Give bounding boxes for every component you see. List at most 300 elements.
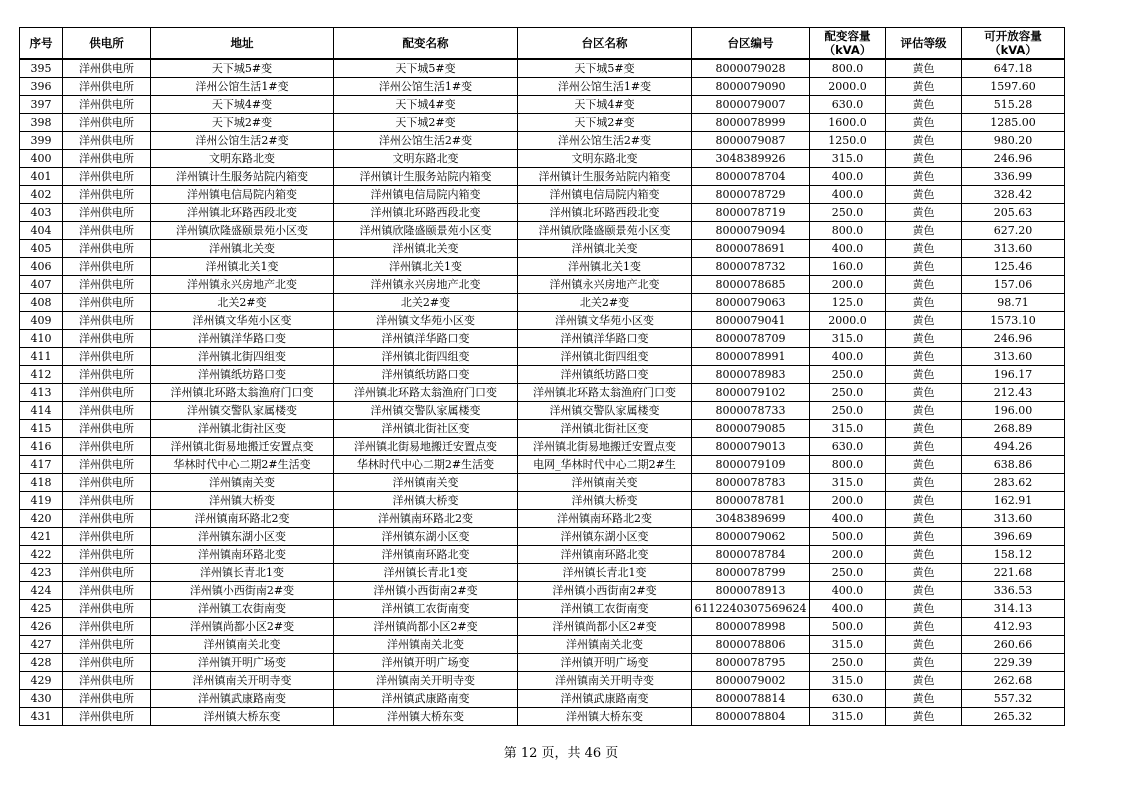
cell-area: 洋州镇南关开明寺变 <box>518 672 692 690</box>
cell-capacity: 315.0 <box>810 672 886 690</box>
cell-area-id: 8000079087 <box>692 132 810 150</box>
table-row <box>20 456 1065 474</box>
cell-open-capacity: 314.13 <box>962 600 1065 618</box>
cell-capacity: 315.0 <box>810 150 886 168</box>
cell-office: 洋州供电所 <box>63 420 151 438</box>
cell-transformer: 洋州镇长青北1变 <box>334 564 518 582</box>
cell-area: 洋州镇洋华路口变 <box>518 330 692 348</box>
capacity-table <box>19 27 1065 726</box>
cell-grade: 黄色 <box>886 636 962 654</box>
cell-seq: 408 <box>20 294 63 312</box>
cell-capacity: 200.0 <box>810 276 886 294</box>
cell-seq: 431 <box>20 708 63 726</box>
cell-seq: 397 <box>20 96 63 114</box>
cell-area: 洋州镇长青北1变 <box>518 564 692 582</box>
cell-area-id: 8000078795 <box>692 654 810 672</box>
cell-area: 洋州镇南关变 <box>518 474 692 492</box>
cell-capacity: 500.0 <box>810 528 886 546</box>
cell-area: 洋州镇南环路北变 <box>518 546 692 564</box>
cell-seq: 395 <box>20 59 63 78</box>
cell-grade: 黄色 <box>886 222 962 240</box>
cell-seq: 427 <box>20 636 63 654</box>
cell-transformer: 洋州镇洋华路口变 <box>334 330 518 348</box>
cell-open-capacity: 515.28 <box>962 96 1065 114</box>
cell-area-id: 8000079090 <box>692 78 810 96</box>
cell-office: 洋州供电所 <box>63 204 151 222</box>
cell-transformer: 洋州镇欣隆盛颐景苑小区变 <box>334 222 518 240</box>
cell-transformer: 洋州镇南环路北2变 <box>334 510 518 528</box>
cell-seq: 413 <box>20 384 63 402</box>
cell-open-capacity: 268.89 <box>962 420 1065 438</box>
cell-grade: 黄色 <box>886 186 962 204</box>
table-row <box>20 384 1065 402</box>
header-transformer: 配变名称 <box>334 28 518 60</box>
cell-area: 洋州镇北环路太翁渔府门口变 <box>518 384 692 402</box>
cell-address: 洋州镇南环路北2变 <box>151 510 334 528</box>
cell-address: 洋州镇交警队家属楼变 <box>151 402 334 420</box>
cell-area-id: 3048389699 <box>692 510 810 528</box>
cell-area: 洋州镇南关北变 <box>518 636 692 654</box>
cell-transformer: 洋州镇电信局院内箱变 <box>334 186 518 204</box>
cell-seq: 407 <box>20 276 63 294</box>
cell-grade: 黄色 <box>886 672 962 690</box>
cell-open-capacity: 313.60 <box>962 510 1065 528</box>
table-row <box>20 204 1065 222</box>
cell-area-id: 8000078804 <box>692 708 810 726</box>
cell-transformer: 洋州镇东湖小区变 <box>334 528 518 546</box>
cell-capacity: 1250.0 <box>810 132 886 150</box>
cell-address: 洋州镇开明广场变 <box>151 654 334 672</box>
cell-seq: 411 <box>20 348 63 366</box>
table-row <box>20 618 1065 636</box>
cell-area-id: 3048389926 <box>692 150 810 168</box>
cell-area-id: 8000079094 <box>692 222 810 240</box>
cell-transformer: 洋州镇开明广场变 <box>334 654 518 672</box>
cell-grade: 黄色 <box>886 690 962 708</box>
table-row <box>20 654 1065 672</box>
cell-area: 洋州镇北街四组变 <box>518 348 692 366</box>
cell-capacity: 800.0 <box>810 456 886 474</box>
table-row <box>20 59 1065 78</box>
cell-transformer: 洋州镇交警队家属楼变 <box>334 402 518 420</box>
cell-area: 洋州镇北街社区变 <box>518 420 692 438</box>
cell-grade: 黄色 <box>886 654 962 672</box>
cell-grade: 黄色 <box>886 312 962 330</box>
cell-seq: 429 <box>20 672 63 690</box>
table-row <box>20 348 1065 366</box>
table-row <box>20 708 1065 726</box>
cell-area-id: 8000078814 <box>692 690 810 708</box>
cell-area: 洋州镇南环路北2变 <box>518 510 692 528</box>
header-grade: 评估等级 <box>886 28 962 60</box>
cell-area: 文明东路北变 <box>518 150 692 168</box>
cell-office: 洋州供电所 <box>63 600 151 618</box>
table-row <box>20 150 1065 168</box>
cell-grade: 黄色 <box>886 240 962 258</box>
cell-capacity: 400.0 <box>810 582 886 600</box>
cell-area: 天下城4#变 <box>518 96 692 114</box>
cell-grade: 黄色 <box>886 168 962 186</box>
cell-address: 洋州镇小西街南2#变 <box>151 582 334 600</box>
cell-area: 天下城2#变 <box>518 114 692 132</box>
header-area: 台区名称 <box>518 28 692 60</box>
cell-office: 洋州供电所 <box>63 618 151 636</box>
cell-office: 洋州供电所 <box>63 330 151 348</box>
cell-seq: 428 <box>20 654 63 672</box>
cell-open-capacity: 229.39 <box>962 654 1065 672</box>
cell-open-capacity: 647.18 <box>962 59 1065 78</box>
table-row <box>20 366 1065 384</box>
table-row <box>20 528 1065 546</box>
table-row <box>20 402 1065 420</box>
cell-capacity: 800.0 <box>810 222 886 240</box>
cell-office: 洋州供电所 <box>63 348 151 366</box>
cell-grade: 黄色 <box>886 456 962 474</box>
cell-grade: 黄色 <box>886 564 962 582</box>
cell-address: 文明东路北变 <box>151 150 334 168</box>
cell-address: 洋州镇计生服务站院内箱变 <box>151 168 334 186</box>
cell-area-id: 8000078783 <box>692 474 810 492</box>
cell-address: 天下城4#变 <box>151 96 334 114</box>
cell-seq: 398 <box>20 114 63 132</box>
cell-area: 洋州镇永兴房地产北变 <box>518 276 692 294</box>
cell-open-capacity: 1597.60 <box>962 78 1065 96</box>
cell-area-id: 8000078719 <box>692 204 810 222</box>
cell-capacity: 630.0 <box>810 96 886 114</box>
cell-capacity: 2000.0 <box>810 78 886 96</box>
cell-area: 洋州镇北环路西段北变 <box>518 204 692 222</box>
table-row <box>20 330 1065 348</box>
table-row <box>20 222 1065 240</box>
cell-capacity: 400.0 <box>810 510 886 528</box>
table-row <box>20 690 1065 708</box>
cell-capacity: 400.0 <box>810 600 886 618</box>
cell-address: 天下城5#变 <box>151 59 334 78</box>
cell-address: 洋州镇大桥东变 <box>151 708 334 726</box>
header-open-line1: 可开放容量 <box>984 29 1042 43</box>
cell-area-id: 8000078709 <box>692 330 810 348</box>
table-row <box>20 474 1065 492</box>
table-row <box>20 438 1065 456</box>
table-row <box>20 564 1065 582</box>
table-row <box>20 114 1065 132</box>
cell-address: 洋州镇南环路北变 <box>151 546 334 564</box>
cell-area-id: 8000078913 <box>692 582 810 600</box>
cell-capacity: 315.0 <box>810 708 886 726</box>
cell-seq: 418 <box>20 474 63 492</box>
cell-grade: 黄色 <box>886 59 962 78</box>
cell-address: 洋州镇武康路南变 <box>151 690 334 708</box>
cell-open-capacity: 313.60 <box>962 240 1065 258</box>
cell-capacity: 500.0 <box>810 618 886 636</box>
cell-transformer: 北关2#变 <box>334 294 518 312</box>
cell-area-id: 8000079041 <box>692 312 810 330</box>
cell-capacity: 400.0 <box>810 348 886 366</box>
cell-seq: 424 <box>20 582 63 600</box>
cell-address: 洋州镇北关1变 <box>151 258 334 276</box>
table-header-row <box>20 28 1065 60</box>
table-row <box>20 186 1065 204</box>
table-row <box>20 312 1065 330</box>
cell-transformer: 洋州镇北街四组变 <box>334 348 518 366</box>
cell-grade: 黄色 <box>886 150 962 168</box>
cell-seq: 406 <box>20 258 63 276</box>
header-address: 地址 <box>151 28 334 60</box>
cell-open-capacity: 260.66 <box>962 636 1065 654</box>
cell-capacity: 1600.0 <box>810 114 886 132</box>
cell-seq: 403 <box>20 204 63 222</box>
header-capacity <box>810 28 886 60</box>
cell-grade: 黄色 <box>886 258 962 276</box>
cell-office: 洋州供电所 <box>63 150 151 168</box>
cell-open-capacity: 162.91 <box>962 492 1065 510</box>
cell-area: 洋州镇尚都小区2#变 <box>518 618 692 636</box>
cell-area-id: 8000078781 <box>692 492 810 510</box>
cell-open-capacity: 98.71 <box>962 294 1065 312</box>
cell-open-capacity: 221.68 <box>962 564 1065 582</box>
cell-capacity: 630.0 <box>810 690 886 708</box>
cell-transformer: 洋州镇北环路太翁渔府门口变 <box>334 384 518 402</box>
cell-open-capacity: 262.68 <box>962 672 1065 690</box>
cell-capacity: 2000.0 <box>810 312 886 330</box>
cell-address: 洋州镇文华苑小区变 <box>151 312 334 330</box>
table-row <box>20 510 1065 528</box>
cell-grade: 黄色 <box>886 348 962 366</box>
cell-office: 洋州供电所 <box>63 528 151 546</box>
cell-capacity: 250.0 <box>810 366 886 384</box>
cell-area: 洋州镇北关变 <box>518 240 692 258</box>
cell-capacity: 250.0 <box>810 204 886 222</box>
cell-seq: 399 <box>20 132 63 150</box>
cell-office: 洋州供电所 <box>63 240 151 258</box>
table-row <box>20 582 1065 600</box>
cell-grade: 黄色 <box>886 204 962 222</box>
cell-area-id: 8000079028 <box>692 59 810 78</box>
cell-grade: 黄色 <box>886 420 962 438</box>
cell-office: 洋州供电所 <box>63 132 151 150</box>
cell-area: 洋州镇文华苑小区变 <box>518 312 692 330</box>
cell-open-capacity: 1285.00 <box>962 114 1065 132</box>
cell-area-id: 8000078704 <box>692 168 810 186</box>
header-open-capacity <box>962 28 1065 60</box>
cell-address: 华林时代中心二期2#生活变 <box>151 456 334 474</box>
cell-address: 洋州镇永兴房地产北变 <box>151 276 334 294</box>
cell-open-capacity: 627.20 <box>962 222 1065 240</box>
table-row <box>20 492 1065 510</box>
cell-seq: 420 <box>20 510 63 528</box>
cell-office: 洋州供电所 <box>63 456 151 474</box>
cell-seq: 415 <box>20 420 63 438</box>
cell-office: 洋州供电所 <box>63 168 151 186</box>
cell-open-capacity: 212.43 <box>962 384 1065 402</box>
cell-area: 洋州镇工农街南变 <box>518 600 692 618</box>
cell-office: 洋州供电所 <box>63 474 151 492</box>
cell-grade: 黄色 <box>886 708 962 726</box>
cell-open-capacity: 980.20 <box>962 132 1065 150</box>
cell-grade: 黄色 <box>886 528 962 546</box>
cell-address: 北关2#变 <box>151 294 334 312</box>
cell-office: 洋州供电所 <box>63 59 151 78</box>
cell-transformer: 洋州公馆生活1#变 <box>334 78 518 96</box>
cell-office: 洋州供电所 <box>63 78 151 96</box>
cell-area-id: 8000079007 <box>692 96 810 114</box>
header-area-id: 台区编号 <box>692 28 810 60</box>
cell-transformer: 天下城5#变 <box>334 59 518 78</box>
cell-open-capacity: 283.62 <box>962 474 1065 492</box>
header-office: 供电所 <box>63 28 151 60</box>
cell-grade: 黄色 <box>886 474 962 492</box>
cell-area-id: 8000079063 <box>692 294 810 312</box>
cell-office: 洋州供电所 <box>63 222 151 240</box>
cell-seq: 430 <box>20 690 63 708</box>
table-row <box>20 600 1065 618</box>
cell-area-id: 8000079109 <box>692 456 810 474</box>
cell-open-capacity: 313.60 <box>962 348 1065 366</box>
cell-address: 洋州镇东湖小区变 <box>151 528 334 546</box>
cell-office: 洋州供电所 <box>63 258 151 276</box>
cell-office: 洋州供电所 <box>63 492 151 510</box>
cell-seq: 421 <box>20 528 63 546</box>
cell-address: 洋州镇北关变 <box>151 240 334 258</box>
table-row <box>20 420 1065 438</box>
cell-transformer: 洋州镇北街易地搬迁安置点变 <box>334 438 518 456</box>
cell-grade: 黄色 <box>886 618 962 636</box>
cell-address: 洋州镇工农街南变 <box>151 600 334 618</box>
header-capacity-line2: （kVA） <box>823 43 872 57</box>
cell-area-id: 8000078732 <box>692 258 810 276</box>
cell-transformer: 洋州镇武康路南变 <box>334 690 518 708</box>
cell-grade: 黄色 <box>886 402 962 420</box>
cell-seq: 417 <box>20 456 63 474</box>
cell-address: 天下城2#变 <box>151 114 334 132</box>
cell-grade: 黄色 <box>886 600 962 618</box>
cell-address: 洋州镇南关变 <box>151 474 334 492</box>
cell-open-capacity: 157.06 <box>962 276 1065 294</box>
cell-capacity: 400.0 <box>810 240 886 258</box>
cell-office: 洋州供电所 <box>63 546 151 564</box>
cell-transformer: 洋州镇南环路北变 <box>334 546 518 564</box>
cell-seq: 400 <box>20 150 63 168</box>
cell-area: 洋州镇开明广场变 <box>518 654 692 672</box>
cell-open-capacity: 158.12 <box>962 546 1065 564</box>
table-row <box>20 672 1065 690</box>
cell-area-id: 8000078784 <box>692 546 810 564</box>
table-row <box>20 240 1065 258</box>
cell-open-capacity: 494.26 <box>962 438 1065 456</box>
cell-transformer: 洋州镇大桥东变 <box>334 708 518 726</box>
cell-transformer: 洋州镇工农街南变 <box>334 600 518 618</box>
cell-area-id: 8000079062 <box>692 528 810 546</box>
cell-area: 洋州镇北街易地搬迁安置点变 <box>518 438 692 456</box>
cell-grade: 黄色 <box>886 294 962 312</box>
cell-office: 洋州供电所 <box>63 402 151 420</box>
cell-office: 洋州供电所 <box>63 366 151 384</box>
cell-grade: 黄色 <box>886 330 962 348</box>
cell-office: 洋州供电所 <box>63 96 151 114</box>
cell-capacity: 160.0 <box>810 258 886 276</box>
cell-area: 电网_华林时代中心二期2#生 <box>518 456 692 474</box>
cell-address: 洋州镇南关北变 <box>151 636 334 654</box>
cell-transformer: 洋州镇永兴房地产北变 <box>334 276 518 294</box>
table-row <box>20 294 1065 312</box>
cell-area-id: 8000079102 <box>692 384 810 402</box>
cell-open-capacity: 412.93 <box>962 618 1065 636</box>
cell-area: 洋州镇交警队家属楼变 <box>518 402 692 420</box>
cell-area-id: 8000078983 <box>692 366 810 384</box>
cell-transformer: 洋州镇小西街南2#变 <box>334 582 518 600</box>
cell-grade: 黄色 <box>886 96 962 114</box>
cell-transformer: 洋州镇南关北变 <box>334 636 518 654</box>
cell-grade: 黄色 <box>886 114 962 132</box>
cell-area-id: 8000079002 <box>692 672 810 690</box>
cell-area: 北关2#变 <box>518 294 692 312</box>
cell-address: 洋州镇洋华路口变 <box>151 330 334 348</box>
cell-open-capacity: 1573.10 <box>962 312 1065 330</box>
cell-area-id: 8000078729 <box>692 186 810 204</box>
cell-office: 洋州供电所 <box>63 114 151 132</box>
header-open-line2: （kVA） <box>989 43 1037 57</box>
cell-seq: 404 <box>20 222 63 240</box>
cell-open-capacity: 336.53 <box>962 582 1065 600</box>
cell-capacity: 250.0 <box>810 564 886 582</box>
cell-address: 洋州镇长青北1变 <box>151 564 334 582</box>
cell-address: 洋州公馆生活1#变 <box>151 78 334 96</box>
cell-area: 洋州镇小西街南2#变 <box>518 582 692 600</box>
cell-capacity: 250.0 <box>810 384 886 402</box>
cell-area-id: 8000078999 <box>692 114 810 132</box>
cell-address: 洋州镇电信局院内箱变 <box>151 186 334 204</box>
cell-open-capacity: 196.17 <box>962 366 1065 384</box>
cell-office: 洋州供电所 <box>63 384 151 402</box>
cell-transformer: 天下城4#变 <box>334 96 518 114</box>
cell-capacity: 250.0 <box>810 402 886 420</box>
cell-open-capacity: 246.96 <box>962 150 1065 168</box>
cell-office: 洋州供电所 <box>63 276 151 294</box>
cell-area-id: 8000078806 <box>692 636 810 654</box>
cell-office: 洋州供电所 <box>63 582 151 600</box>
cell-area: 洋州镇武康路南变 <box>518 690 692 708</box>
cell-office: 洋州供电所 <box>63 294 151 312</box>
cell-transformer: 洋州镇南关开明寺变 <box>334 672 518 690</box>
cell-open-capacity: 125.46 <box>962 258 1065 276</box>
cell-open-capacity: 638.86 <box>962 456 1065 474</box>
cell-address: 洋州镇南关开明寺变 <box>151 672 334 690</box>
cell-area: 洋州公馆生活2#变 <box>518 132 692 150</box>
cell-capacity: 800.0 <box>810 59 886 78</box>
cell-address: 洋州镇北街社区变 <box>151 420 334 438</box>
cell-transformer: 华林时代中心二期2#生活变 <box>334 456 518 474</box>
cell-transformer: 文明东路北变 <box>334 150 518 168</box>
cell-office: 洋州供电所 <box>63 708 151 726</box>
cell-transformer: 洋州镇纸坊路口变 <box>334 366 518 384</box>
header-seq: 序号 <box>20 28 63 60</box>
table-row <box>20 258 1065 276</box>
cell-address: 洋州镇北街易地搬迁安置点变 <box>151 438 334 456</box>
cell-capacity: 250.0 <box>810 654 886 672</box>
cell-grade: 黄色 <box>886 492 962 510</box>
cell-capacity: 315.0 <box>810 474 886 492</box>
cell-transformer: 洋州镇大桥变 <box>334 492 518 510</box>
cell-transformer: 洋州镇北关1变 <box>334 258 518 276</box>
cell-address: 洋州公馆生活2#变 <box>151 132 334 150</box>
cell-area-id: 8000079013 <box>692 438 810 456</box>
cell-capacity: 315.0 <box>810 330 886 348</box>
cell-seq: 416 <box>20 438 63 456</box>
cell-grade: 黄色 <box>886 276 962 294</box>
cell-area-id: 8000079085 <box>692 420 810 438</box>
cell-capacity: 200.0 <box>810 546 886 564</box>
cell-area: 天下城5#变 <box>518 59 692 78</box>
